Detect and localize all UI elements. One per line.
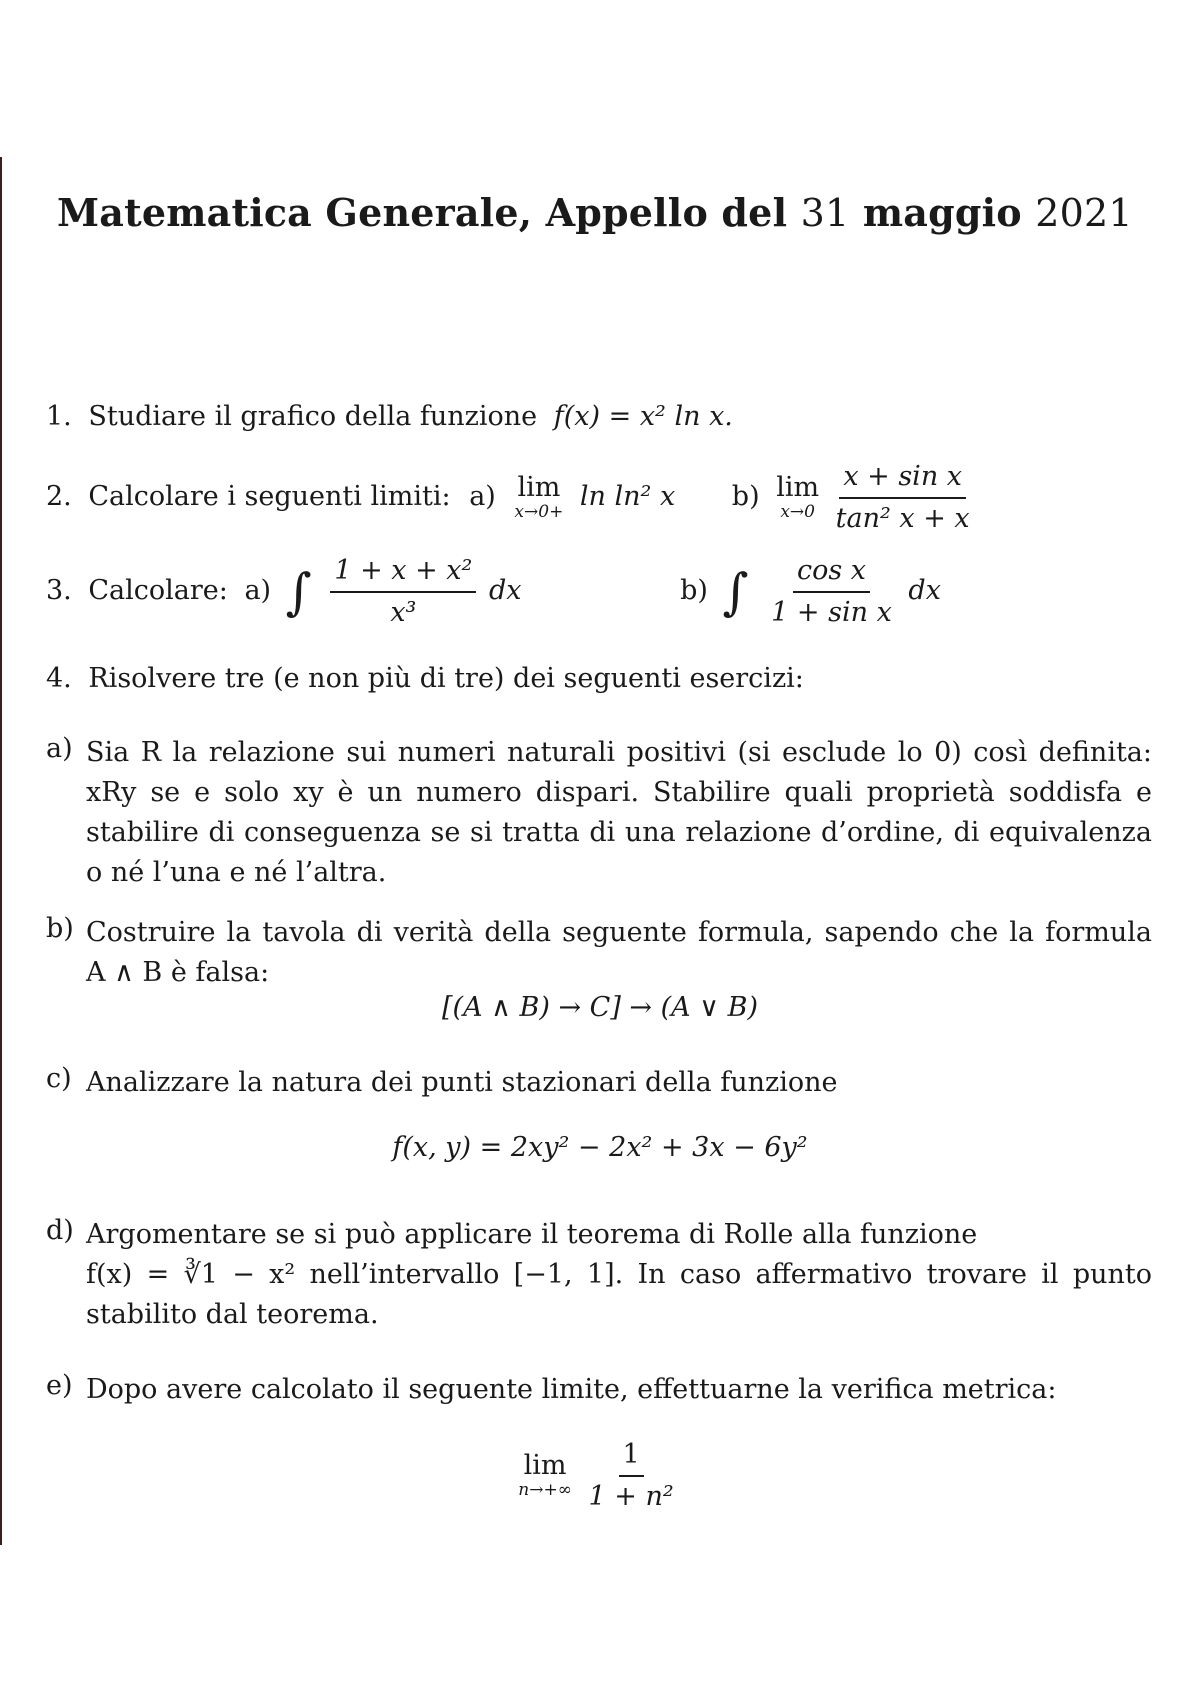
exercise-e-label: e)	[46, 1370, 73, 1401]
exercise-c-text: Analizzare la natura dei punti stazionari della funzione	[86, 1067, 838, 1098]
item-1-formula: f(x) = x² ln x.	[553, 401, 733, 432]
exercise-e-text: Dopo avere calcolato il seguente limite, effettuarne la verifica metrica:	[86, 1374, 1057, 1405]
exercise-e-limit: lim n→+∞	[518, 1450, 572, 1501]
item-4: 4. Risolvere tre (e non più di tre) dei seguenti esercizi:	[46, 663, 804, 694]
exercise-a-text: Sia R la relazione sui numeri naturali positivi (si esclude lo 0) così definita: xRy se e solo xy è un numero dispari. Stabilire quali proprietà soddisfa e stabilire di conseguenza se si tratta di una relazione d’ordine, di equivalenza o né l’una e né l’altra.	[86, 737, 1152, 888]
item-2-fraction-b: $\frac{\text{x + sin x}}{\text{tan² x + x}}$	[835, 461, 970, 534]
page-title: Matematica Generale, Appello del 31 maggio 2021	[57, 190, 1133, 235]
exercise-e-formula	[0, 1440, 1200, 1511]
item-2-limit-a: lim x→0+	[514, 472, 564, 523]
exercise-b-label: b)	[46, 913, 74, 944]
exercise-c-label: c)	[46, 1063, 72, 1094]
exercise-b-formula: [(A ∧ B) → C] → (A ∨ B)	[442, 992, 758, 1023]
exercise-a-label: a)	[46, 733, 73, 764]
exercise-b-text: Costruire la tavola di verità della seguente formula, sapendo che la formula A ∧ B è falsa:	[86, 917, 1152, 988]
exercise-d-line-3: stabilito dal teorema.	[86, 1299, 379, 1330]
integral-sign-icon: ∫	[722, 562, 749, 621]
exercise-d-line-2: f(x) = ∛1 − x² nell’intervallo [−1, 1]. In caso affermativo trovare il punto	[86, 1259, 1152, 1290]
item-3: 3. Calcolare: a) ∫ $\frac{\text{1 + x + x²}}{\text{x³}}$ dx b) ∫ $\frac{\text{cos x}}{\text{1 + sin x}}$ dx	[46, 555, 941, 628]
item-3-fraction-b: $\frac{\text{cos x}}{\text{1 + sin x}}$	[771, 555, 892, 628]
item-2: 2. Calcolare i seguenti limiti: a) lim x→0+ ln ln² x b) lim x→0 $\frac{\text{x + sin x}}{\text{tan² x + x}}$	[46, 462, 978, 533]
item-1: 1. Studiare il grafico della funzione f(x) = x² ln x.	[46, 401, 733, 432]
exercise-d-line-1: Argomentare se si può applicare il teorema di Rolle alla funzione	[86, 1219, 978, 1250]
item-2-limit-b: lim x→0	[776, 472, 820, 523]
integral-sign-icon: ∫	[285, 562, 312, 621]
exercise-d-label: d)	[46, 1215, 74, 1246]
exercise-c-formula: f(x, y) = 2xy² − 2x² + 3x − 6y²	[392, 1132, 808, 1163]
page-edge-line	[0, 157, 2, 1545]
exercise-e-fraction: $\frac{1}{\text{1 + n²}}$	[588, 1439, 674, 1512]
item-3-fraction-a: $\frac{\text{1 + x + x²}}{\text{x³}}$	[330, 556, 476, 627]
